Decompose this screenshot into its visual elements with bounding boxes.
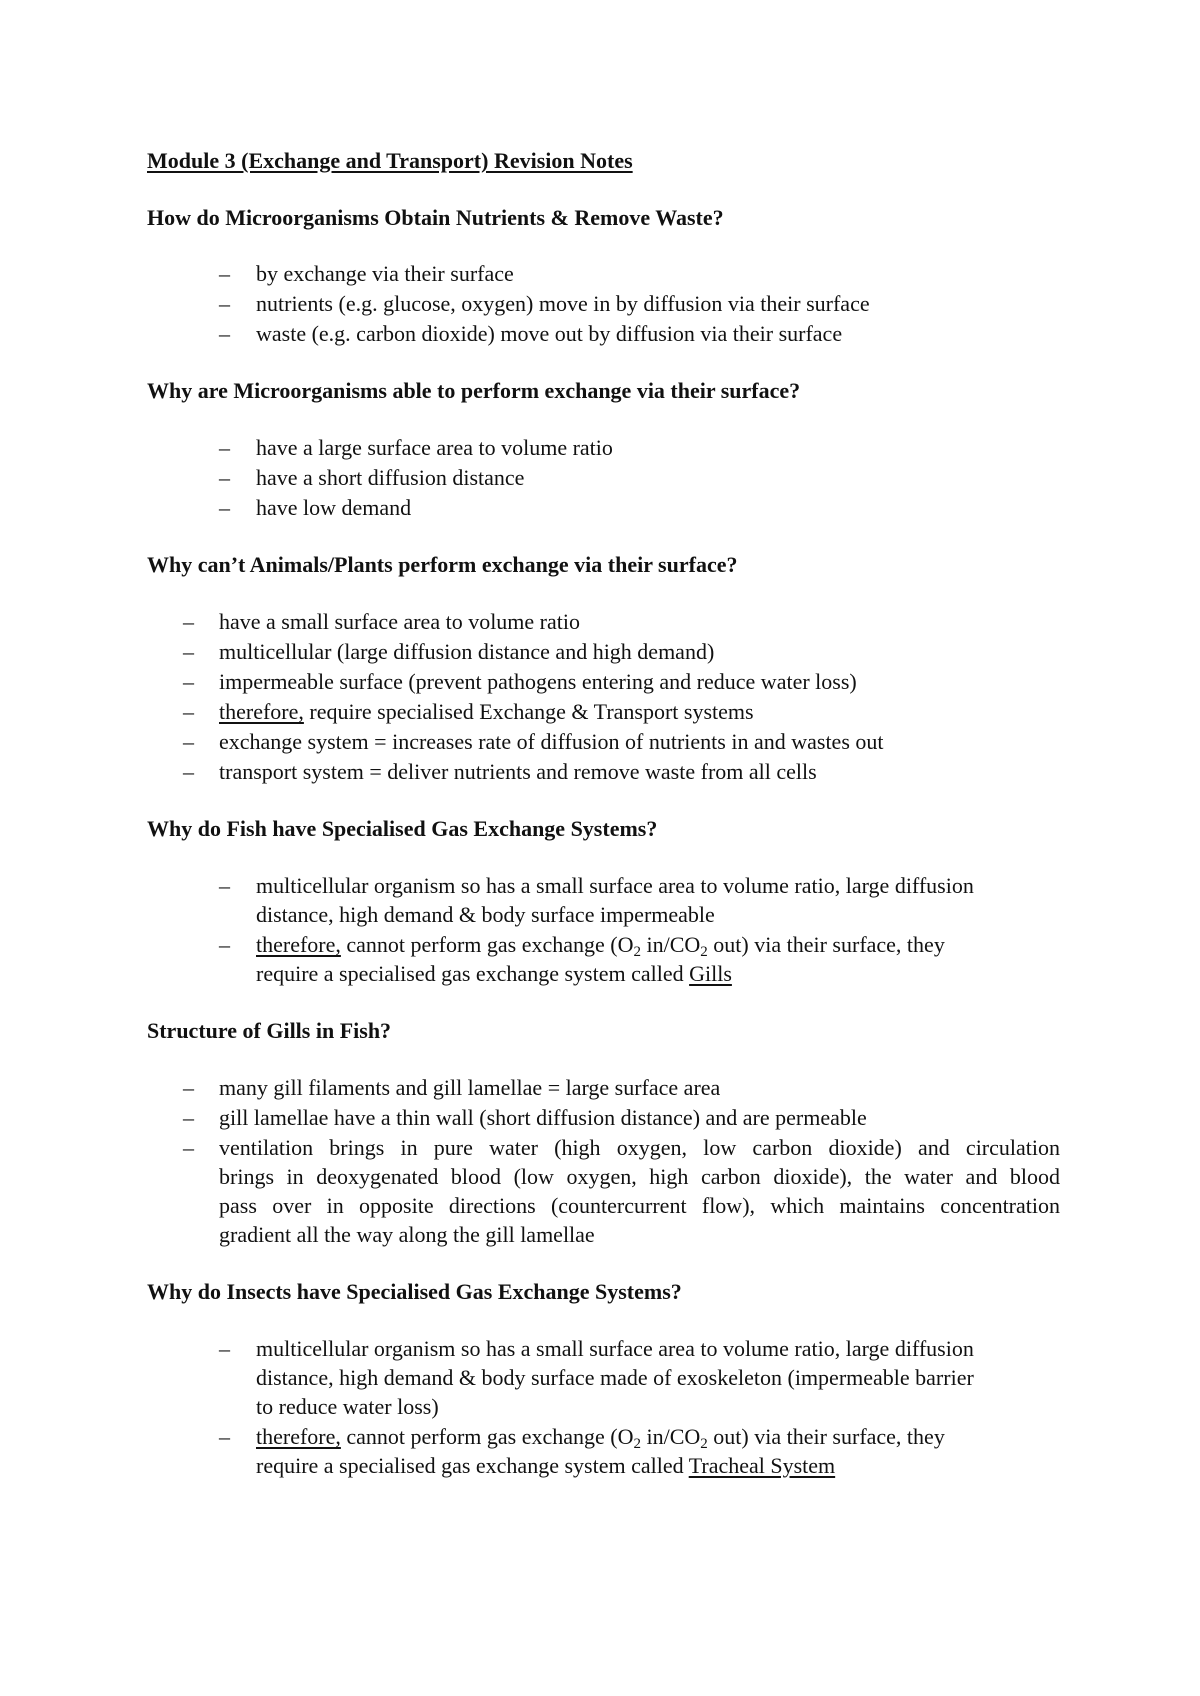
bullet-dash: – (219, 873, 230, 898)
bullet-text-part: out) via their surface, they (707, 932, 945, 957)
bullet-text: impermeable surface (prevent pathogens entering and reduce water loss) (219, 669, 857, 694)
bullet-dash: – (219, 291, 230, 316)
bullet-text-continued: pass over in opposite directions (countercurrent flow), which maintains concentration (219, 1193, 1060, 1218)
bullet-dash: – (183, 759, 194, 784)
underlined-term-tracheal-system: Tracheal System (688, 1453, 836, 1478)
bullet-text: multicellular organism so has a small surface area to volume ratio, large diffusion (256, 1336, 974, 1361)
bullet-text: waste (e.g. carbon dioxide) move out by diffusion via their surface (256, 321, 843, 346)
bullet-text-part: cannot perform gas exchange (O (340, 1424, 634, 1449)
bullet-dash: – (219, 321, 230, 346)
bullet-dash: – (219, 465, 230, 490)
underlined-term-gills: Gills (689, 961, 732, 986)
section-heading: Why can’t Animals/Plants perform exchange via their surface? (147, 552, 738, 577)
section-heading: Structure of Gills in Fish? (147, 1018, 392, 1043)
bullet-text-part: in/CO (641, 1424, 701, 1449)
bullet-dash: – (183, 669, 194, 694)
bullet-text-continued (256, 1451, 835, 1481)
bullet-dash: – (183, 699, 194, 724)
bullet-text: exchange system = increases rate of diffusion of nutrients in and wastes out (219, 729, 884, 754)
section-heading: How do Microorganisms Obtain Nutrients & Remove Waste? (147, 205, 724, 230)
underlined-therefore: therefore, (256, 932, 341, 957)
underlined-therefore: therefore, (256, 1424, 341, 1449)
bullet-text: have a short diffusion distance (256, 465, 525, 490)
bullet-text-part: in/CO (641, 932, 701, 957)
bullet-text-continued: to reduce water loss) (256, 1394, 439, 1419)
subscript-2: 2 (700, 1436, 708, 1452)
bullet-dash: – (183, 639, 194, 664)
bullet-text: ventilation brings in pure water (high oxygen, low carbon dioxide) and circulation (219, 1135, 1060, 1160)
bullet-dash: – (219, 435, 230, 460)
bullet-text: many gill filaments and gill lamellae = large surface area (219, 1075, 721, 1100)
bullet-text: have low demand (256, 495, 412, 520)
subscript-2: 2 (700, 944, 708, 960)
section-heading: Why do Fish have Specialised Gas Exchange Systems? (147, 816, 658, 841)
bullet-dash: – (183, 1105, 194, 1130)
section-heading: Why do Insects have Specialised Gas Exchange Systems? (147, 1279, 682, 1304)
bullet-dash: – (183, 1135, 194, 1160)
bullet-text-rest: require specialised Exchange & Transport systems (303, 699, 754, 724)
bullet-text-continued: brings in deoxygenated blood (low oxygen, high carbon dioxide), the water and blood (219, 1164, 1060, 1189)
bullet-dash: – (219, 261, 230, 286)
document-title: Module 3 (Exchange and Transport) Revision Notes (147, 148, 633, 173)
subscript-2: 2 (633, 944, 641, 960)
bullet-dash: – (219, 1336, 230, 1361)
bullet-text-part: out) via their surface, they (707, 1424, 945, 1449)
bullet-text: gill lamellae have a thin wall (short diffusion distance) and are permeable (219, 1105, 867, 1130)
bullet-text-continued: distance, high demand & body surface impermeable (256, 902, 715, 927)
bullet-dash: – (183, 1075, 194, 1100)
bullet-dash: – (219, 932, 230, 957)
bullet-text: transport system = deliver nutrients and remove waste from all cells (219, 759, 817, 784)
bullet-text-part: require a specialised gas exchange system called (256, 1453, 689, 1478)
bullet-text: nutrients (e.g. glucose, oxygen) move in by diffusion via their surface (256, 291, 870, 316)
bullet-text: multicellular (large diffusion distance and high demand) (219, 639, 715, 664)
bullet-text (219, 697, 754, 727)
bullet-text-part: require a specialised gas exchange system called (256, 961, 690, 986)
bullet-dash: – (219, 495, 230, 520)
bullet-text: have a large surface area to volume ratio (256, 435, 613, 460)
bullet-text (256, 1422, 945, 1452)
bullet-text-continued (256, 959, 732, 989)
subscript-2: 2 (633, 1436, 641, 1452)
bullet-text: by exchange via their surface (256, 261, 514, 286)
bullet-text-continued: gradient all the way along the gill lamellae (219, 1222, 595, 1247)
bullet-text: have a small surface area to volume ratio (219, 609, 581, 634)
bullet-dash: – (183, 729, 194, 754)
bullet-text: multicellular organism so has a small surface area to volume ratio, large diffusion (256, 873, 974, 898)
underlined-therefore: therefore, (219, 699, 304, 724)
bullet-dash: – (183, 609, 194, 634)
bullet-text (256, 930, 945, 960)
bullet-text-continued: distance, high demand & body surface made of exoskeleton (impermeable barrier (256, 1365, 974, 1390)
bullet-text-part: cannot perform gas exchange (O (340, 932, 634, 957)
section-heading: Why are Microorganisms able to perform exchange via their surface? (147, 378, 801, 403)
bullet-dash: – (219, 1424, 230, 1449)
